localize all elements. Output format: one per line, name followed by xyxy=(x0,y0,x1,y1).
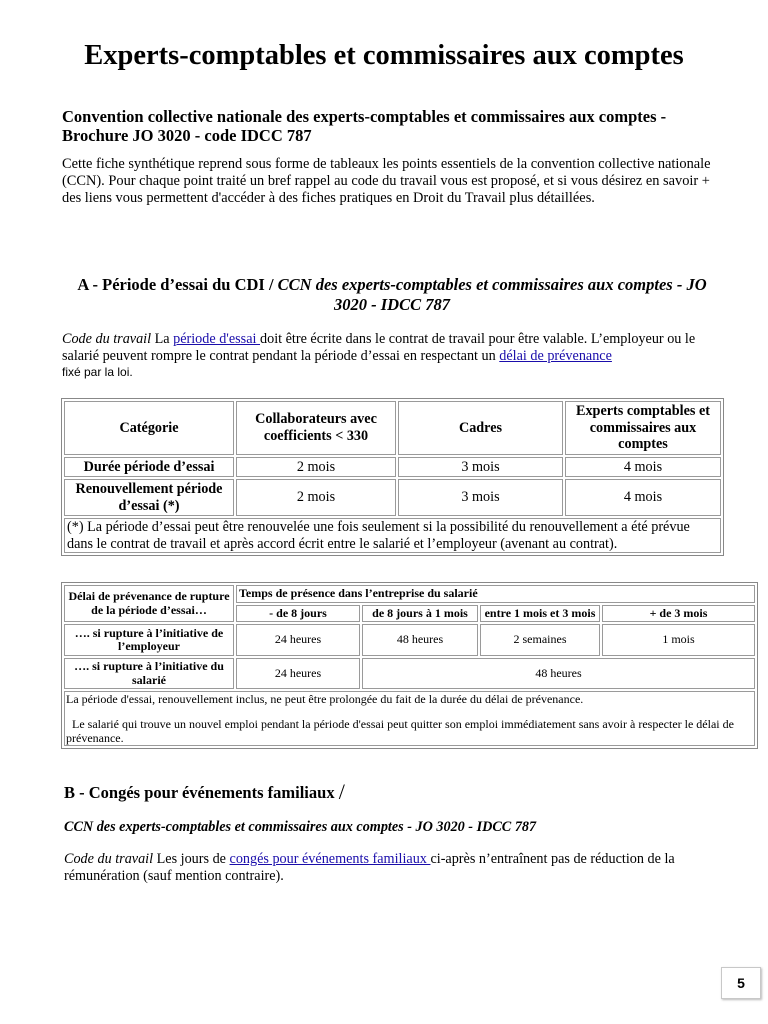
table-cell: 48 heures xyxy=(362,624,478,656)
notice-column-header: de 8 jours à 1 mois xyxy=(362,605,478,623)
section-a-heading xyxy=(62,275,722,315)
notice-corner-header: Délai de prévenance de rupture de la période d’essai… xyxy=(64,585,234,622)
table-row xyxy=(64,624,755,656)
renewal-footnote: (*) La période d’essai peut être renouvelée une fois seulement si la possibilité du renouvellement a été prévue dans le contrat de travail et après accord écrit entre le salarié et l’employeur (avenant au contrat). xyxy=(64,518,721,553)
section-a-text-3: fixé par la loi. xyxy=(62,365,133,379)
table-cell: 2 mois xyxy=(236,479,396,516)
document-subtitle: Convention collective nationale des experts-comptables et commissaires aux comptes - Brochure JO 3020 - code IDCC 787 xyxy=(62,107,667,145)
table-cell: 3 mois xyxy=(398,457,563,478)
table-cell: 24 heures xyxy=(236,658,360,689)
periode-essai-link[interactable]: période d'essai xyxy=(173,331,260,347)
table-cell: 48 heures xyxy=(362,658,755,689)
notice-notes xyxy=(64,691,755,746)
table-header-cell: Collaborateurs avec coefficients < 330 xyxy=(236,401,396,455)
section-a-heading-plain: A - Période d’essai du CDI / xyxy=(77,275,278,294)
table-cell: 1 mois xyxy=(602,624,755,656)
notice-header-row xyxy=(64,585,755,603)
table-cell: 2 semaines xyxy=(480,624,600,656)
section-a-heading-italic: CCN des experts-comptables et commissaires aux comptes - JO 3020 - IDCC 787 xyxy=(277,275,707,314)
table-cell: 3 mois xyxy=(398,479,563,516)
table-header-row xyxy=(64,401,721,455)
section-a-paragraph xyxy=(62,331,728,381)
page-number: 5 xyxy=(721,967,761,999)
table-cell: 4 mois xyxy=(565,457,721,478)
section-b-subheading: CCN des experts-comptables et commissaires aux comptes - JO 3020 - IDCC 787 xyxy=(64,819,537,835)
section-a-text-1: La xyxy=(151,331,174,347)
table-note-row xyxy=(64,691,755,746)
table-header-cell: Experts comptables et commissaires aux comptes xyxy=(565,401,721,455)
table-header-cell: Cadres xyxy=(398,401,563,455)
table-note-row xyxy=(64,518,721,553)
section-b-slash: / xyxy=(338,779,345,804)
table-row xyxy=(64,658,755,689)
row-label-cell: …. si rupture à l’initiative du salarié xyxy=(64,658,234,689)
notice-column-header: entre 1 mois et 3 mois xyxy=(480,605,600,623)
row-label-cell: Renouvellement période d’essai (*) xyxy=(64,479,234,516)
table-header-cell: Catégorie xyxy=(64,401,234,455)
table-cell: 4 mois xyxy=(565,479,721,516)
trial-period-table xyxy=(61,398,724,556)
section-b-paragraph xyxy=(64,851,724,885)
intro-paragraph: Cette fiche synthétique reprend sous forme de tableaux les points essentiels de la convention collective nationale (CCN). Pour chaque point traité un bref rappel au code du travail vous est proposé, et si vous désirez en savoir + des liens vous permettent d'accéder à des fiches pratiques en Droit du Travail plus détaillées. xyxy=(62,156,711,206)
table-row xyxy=(64,479,721,516)
section-b-heading-text: B - Congés pour événements familiaux xyxy=(64,783,339,802)
table-cell: 2 mois xyxy=(236,457,396,478)
row-label-cell: …. si rupture à l’initiative de l’employeur xyxy=(64,624,234,656)
notice-column-header: - de 8 jours xyxy=(236,605,360,623)
notice-note-2: Le salarié qui trouve un nouvel emploi pendant la période d'essai peut quitter son emploi immédiatement sans avoir à respecter le délai de prévenance. xyxy=(66,717,737,745)
section-b-heading xyxy=(64,779,345,805)
presence-time-header: Temps de présence dans l’entreprise du salarié xyxy=(236,585,755,603)
row-label-cell: Durée période d’essai xyxy=(64,457,234,478)
delai-prevenance-link[interactable]: délai de prévenance xyxy=(499,347,612,364)
page-title: Experts-comptables et commissaires aux comptes xyxy=(84,40,684,71)
section-a-text-2: doit être écrite dans le contrat de travail pour être valable. L’employeur ou le salarié peuvent rompre le contrat pendant la période d’essai en respectant un xyxy=(62,331,696,364)
conges-evenements-familiaux-link[interactable]: congés pour événements familiaux xyxy=(229,851,431,867)
section-b-text-2: ci-après n’entraînent pas de réduction de la rémunération (sauf mention contraire). xyxy=(64,851,675,884)
table-row xyxy=(64,457,721,478)
notice-column-header: + de 3 mois xyxy=(602,605,755,623)
notice-period-table xyxy=(61,582,758,749)
table-cell: 24 heures xyxy=(236,624,360,656)
code-du-travail-label: Code du travail xyxy=(62,331,152,347)
section-b-text-1: Les jours de xyxy=(153,851,230,867)
code-du-travail-label: Code du travail xyxy=(64,851,154,867)
notice-note-1: La période d'essai, renouvellement inclus, ne peut être prolongée du fait de la durée du délai de prévenance. xyxy=(66,692,584,706)
